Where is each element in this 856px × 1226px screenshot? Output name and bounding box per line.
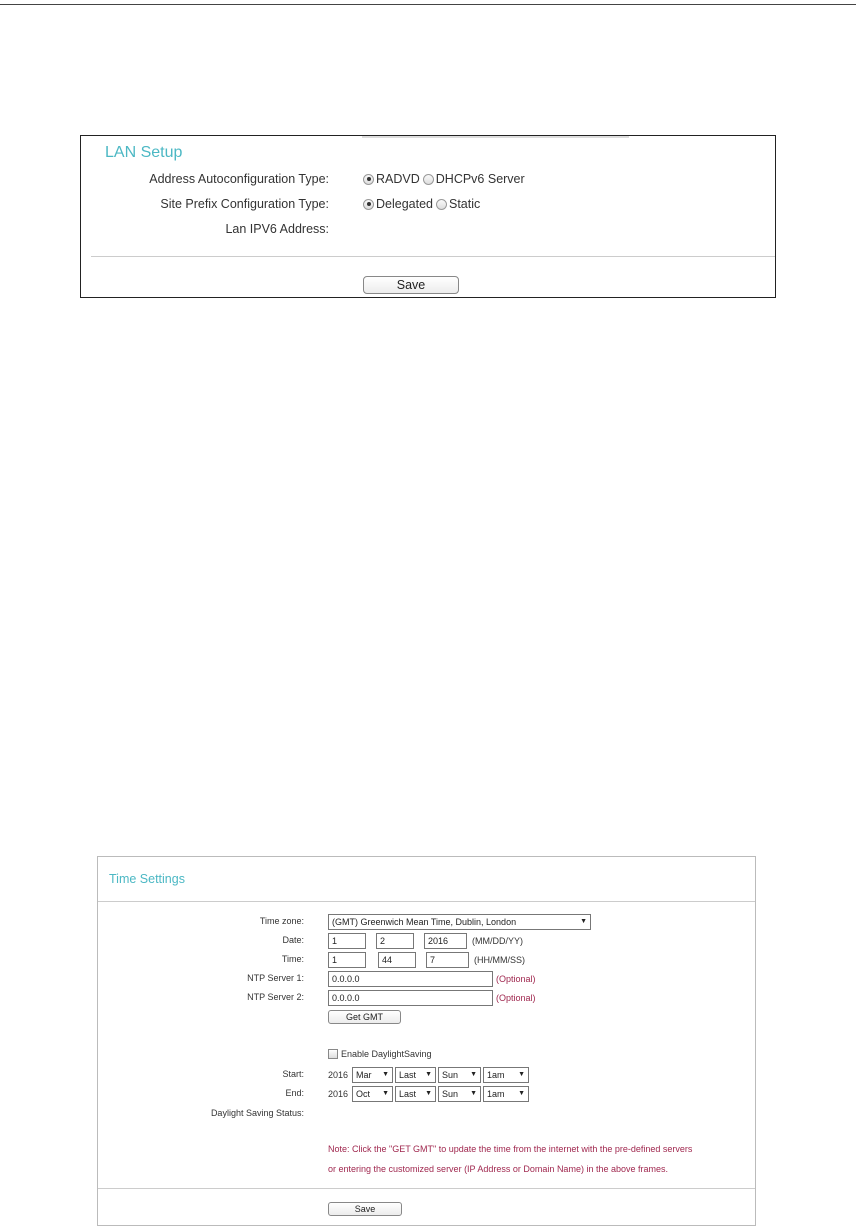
site-prefix-options <box>363 197 480 211</box>
chevron-down-icon: ▼ <box>470 1090 478 1097</box>
radvd-label: RADVD <box>376 172 420 186</box>
lan-ipv6-row <box>81 222 775 240</box>
ntp2-row <box>98 990 755 1006</box>
date-day-input[interactable]: 2 <box>376 933 414 949</box>
time-settings-title: Time Settings <box>109 872 185 886</box>
chevron-down-icon: ▼ <box>425 1090 433 1097</box>
chevron-down-icon: ▼ <box>425 1071 433 1078</box>
dst-status-label: Daylight Saving Status: <box>210 1108 304 1118</box>
dst-start-hour-value: 1am <box>487 1070 505 1080</box>
dst-end-hour-select[interactable] <box>483 1086 529 1102</box>
dst-start-hour-select[interactable] <box>483 1067 529 1083</box>
dst-end-day-select[interactable] <box>438 1086 481 1102</box>
date-month-input[interactable]: 1 <box>328 933 366 949</box>
enable-daylight-saving-label: Enable DaylightSaving <box>341 1049 432 1059</box>
ntp2-input[interactable]: 0.0.0.0 <box>328 990 493 1006</box>
lan-setup-title: LAN Setup <box>105 144 183 161</box>
dst-end-label: End: <box>285 1088 304 1098</box>
delegated-radio[interactable] <box>363 199 374 210</box>
dst-start-year: 2016 <box>328 1070 349 1080</box>
dhcpv6-server-label: DHCPv6 Server <box>435 172 525 186</box>
dst-start-row <box>98 1067 755 1083</box>
daylight-saving-row <box>98 1049 755 1065</box>
dst-end-month-value: Oct <box>356 1089 371 1099</box>
site-prefix-label: Site Prefix Configuration Type: <box>160 197 329 211</box>
page-top-rule <box>0 4 856 5</box>
dst-status-row <box>98 1106 755 1122</box>
dst-start-month-value: Mar <box>356 1070 372 1080</box>
dst-end-row <box>98 1086 755 1102</box>
chevron-down-icon: ▼ <box>470 1071 478 1078</box>
dhcpv6-server-radio[interactable] <box>423 174 434 185</box>
date-format-hint: (MM/DD/YY) <box>472 936 523 946</box>
enable-daylight-saving-checkbox[interactable] <box>328 1049 338 1059</box>
static-radio[interactable] <box>436 199 447 210</box>
address-autoconfig-row <box>81 172 775 190</box>
chevron-down-icon: ▼ <box>518 1090 526 1097</box>
ntp1-input[interactable]: 0.0.0.0 <box>328 971 493 987</box>
address-autoconfig-options <box>363 172 525 186</box>
date-year-input[interactable]: 2016 <box>424 933 467 949</box>
lan-save-button[interactable]: Save <box>363 276 459 294</box>
dst-start-week-value: Last <box>399 1070 417 1080</box>
time-hour-input[interactable]: 1 <box>328 952 366 968</box>
date-row <box>98 933 755 949</box>
dst-start-day-value: Sun <box>442 1070 459 1080</box>
lan-setup-panel <box>80 135 776 298</box>
time-zone-select[interactable] <box>328 914 591 930</box>
dst-end-week-value: Last <box>399 1089 417 1099</box>
ntp1-label: NTP Server 1: <box>247 973 304 983</box>
dst-end-hour-value: 1am <box>487 1089 505 1099</box>
static-label: Static <box>449 197 481 211</box>
time-zone-row <box>98 914 755 930</box>
chevron-down-icon: ▼ <box>518 1071 526 1078</box>
chevron-down-icon: ▼ <box>382 1071 390 1078</box>
lan-setup-divider <box>91 256 775 257</box>
dst-end-day-value: Sun <box>442 1089 459 1099</box>
time-settings-header-divider <box>98 901 755 902</box>
delegated-label: Delegated <box>376 197 433 211</box>
lan-ipv6-label: Lan IPV6 Address: <box>225 222 329 236</box>
ntp2-label: NTP Server 2: <box>247 992 304 1002</box>
chevron-down-icon: ▼ <box>580 918 587 925</box>
dst-end-week-select[interactable] <box>395 1086 436 1102</box>
ntp2-optional-hint: (Optional) <box>496 993 536 1003</box>
gmt-note-line2: or entering the customized server (IP Address or Domain Name) in the above frames. <box>328 1164 668 1174</box>
chevron-down-icon: ▼ <box>382 1090 390 1097</box>
time-minute-input[interactable]: 44 <box>378 952 416 968</box>
dst-end-month-select[interactable] <box>352 1086 393 1102</box>
ntp1-row <box>98 971 755 987</box>
time-format-hint: (HH/MM/SS) <box>474 955 525 965</box>
dst-start-week-select[interactable] <box>395 1067 436 1083</box>
date-label: Date: <box>282 935 304 945</box>
lan-setup-top-line <box>362 136 629 138</box>
radvd-radio[interactable] <box>363 174 374 185</box>
time-save-button[interactable]: Save <box>328 1202 402 1216</box>
get-gmt-button[interactable]: Get GMT <box>328 1010 401 1024</box>
dst-end-year: 2016 <box>328 1089 349 1099</box>
dst-start-label: Start: <box>282 1069 304 1079</box>
time-second-input[interactable]: 7 <box>426 952 469 968</box>
time-row <box>98 952 755 968</box>
address-autoconfig-label: Address Autoconfiguration Type: <box>149 172 329 186</box>
site-prefix-row <box>81 197 775 215</box>
time-settings-footer-divider <box>98 1188 755 1189</box>
time-label: Time: <box>281 954 304 964</box>
gmt-note-line1: Note: Click the "GET GMT" to update the time from the internet with the pre-defined servers <box>328 1144 693 1154</box>
dst-start-month-select[interactable] <box>352 1067 393 1083</box>
ntp1-optional-hint: (Optional) <box>496 974 536 984</box>
time-zone-label: Time zone: <box>259 916 304 926</box>
time-settings-panel <box>97 856 756 1226</box>
time-zone-value: (GMT) Greenwich Mean Time, Dublin, London <box>332 917 517 927</box>
dst-start-day-select[interactable] <box>438 1067 481 1083</box>
get-gmt-row <box>98 1010 755 1026</box>
